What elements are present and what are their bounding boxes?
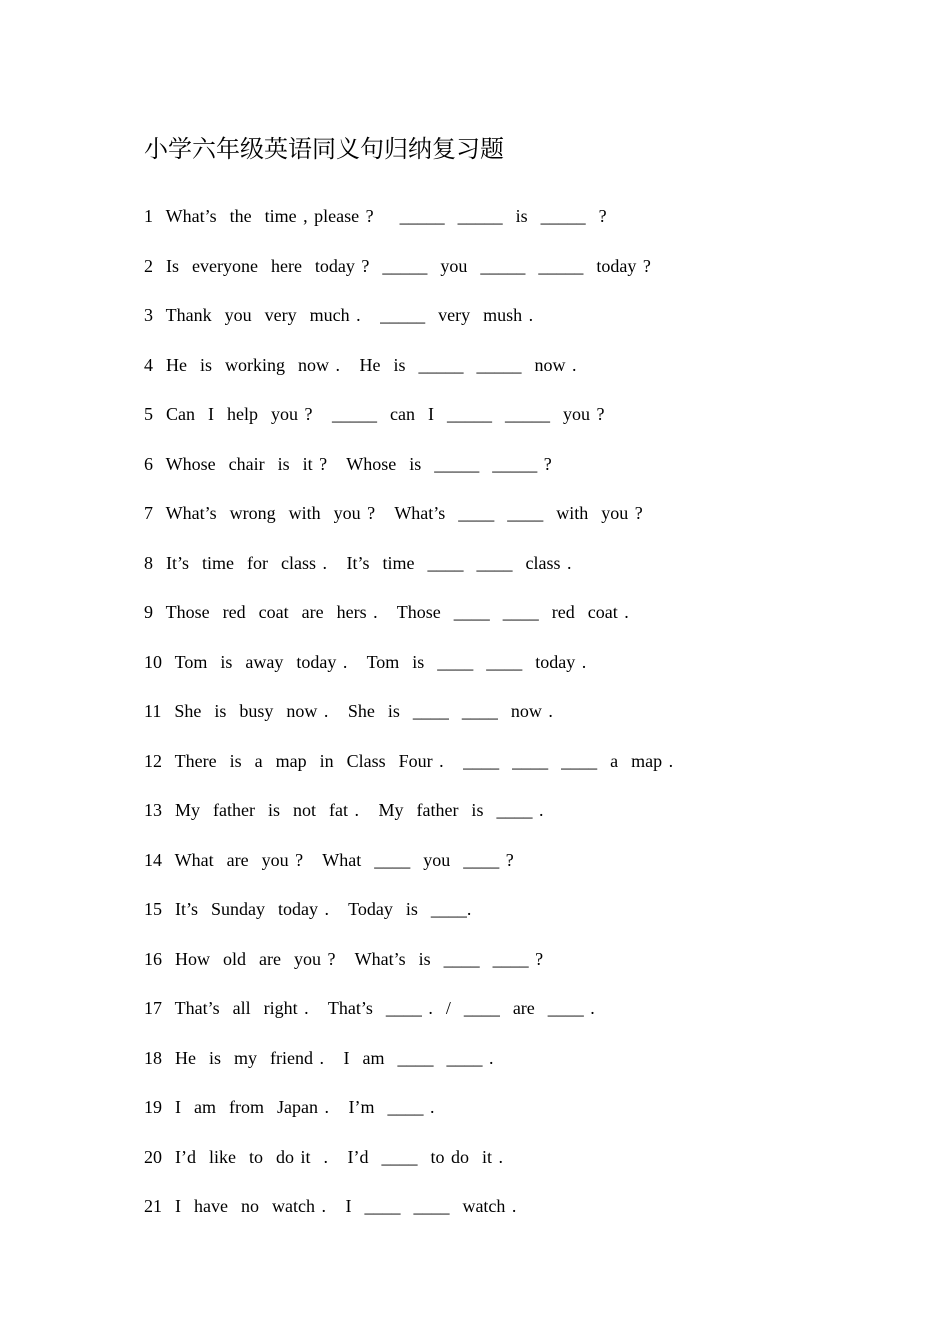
question-item: 5 Can I help you ? _____ can I _____ _____ you ? (144, 404, 605, 424)
question-item: 19 I am from Japan . I’m ____ . (144, 1097, 435, 1117)
question-item: 1 What’s the time , please ? _____ _____ is _____ ? (144, 206, 607, 226)
question-item: 18 He is my friend . I am ____ ____ . (144, 1047, 494, 1068)
question-item: 16 How old are you ? What’s is ____ ____ ? (144, 948, 544, 969)
question-item: 2 Is everyone here today ? _____ you _____ _____ today ? (144, 255, 651, 276)
question-item: 6 Whose chair is it ? Whose is _____ _____ ? (144, 453, 552, 474)
question-item: 17 That’s all right . That’s ____ . / ____ are ____ . (144, 998, 595, 1018)
question-item: 14 What are you ? What ____ you ____ ? (144, 849, 514, 870)
question-item: 11 She is busy now . She is ____ ____ now . (144, 701, 553, 721)
question-item: 3 Thank you very much . _____ very mush . (144, 305, 534, 325)
question-item: 12 There is a map in Class Four . ____ ____ ____ a map . (144, 750, 674, 771)
question-item: 4 He is working now . He is _____ _____ now . (144, 354, 577, 375)
question-item: 10 Tom is away today . Tom is ____ ____ today . (144, 651, 587, 672)
question-item: 13 My father is not fat . My father is ____ . (144, 800, 544, 820)
question-item: 8 It’s time for class . It’s time ____ ____ class . (144, 552, 572, 573)
question-item: 15 It’s Sunday today . Today is ____. (144, 899, 472, 919)
question-item: 9 Those red coat are hers . Those ____ ____ red coat . (144, 602, 629, 622)
question-item: 20 I’d like to do it . I’d ____ to do it . (144, 1146, 503, 1167)
question-item: 21 I have no watch . I ____ ____ watch . (144, 1196, 517, 1216)
question-item: 7 What’s wrong with you ? What’s ____ ____ with you ? (144, 503, 643, 523)
page-title: 小学六年级英语同义句归纳复习题 (144, 135, 504, 163)
question-list (144, 200, 673, 1240)
